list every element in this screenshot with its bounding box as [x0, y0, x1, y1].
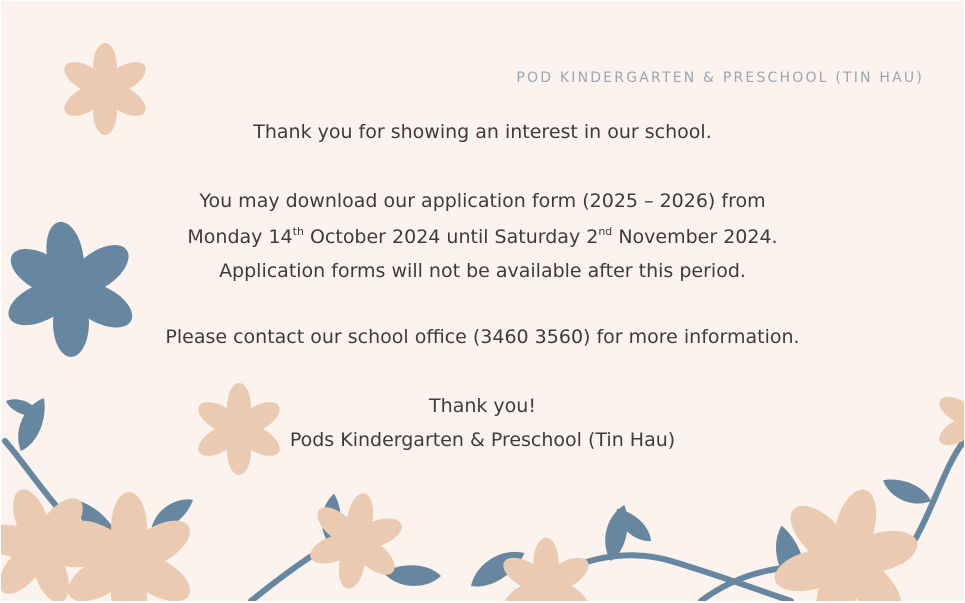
availability-text: Application forms will not be available after this period.: [219, 260, 746, 282]
school-header: POD KINDERGARTEN & PRESCHOOL (TIN HAU): [516, 70, 924, 86]
contact-text: Please contact our school office (3460 3560) for more information.: [165, 326, 800, 348]
dates-text: [1, 226, 964, 248]
signature-text: Pods Kindergarten & Preschool (Tin Hau): [289, 429, 676, 451]
dates-start: Monday 14: [187, 226, 293, 248]
intro-text: Thank you for showing an interest in our school.: [253, 121, 712, 143]
floral-decoration: [1, 1, 964, 601]
dates-middle: October 2024 until Saturday 2: [303, 226, 599, 248]
dates-end-suffix: nd: [598, 225, 613, 238]
dates-end: November 2024.: [612, 226, 778, 248]
download-text: You may download our application form (2025 – 2026) from: [199, 190, 766, 212]
peach-flower-bottom-4: [498, 538, 594, 601]
notice-card: [1, 1, 964, 601]
thanks-text: Thank you!: [429, 395, 536, 417]
dates-start-suffix: th: [292, 225, 304, 238]
